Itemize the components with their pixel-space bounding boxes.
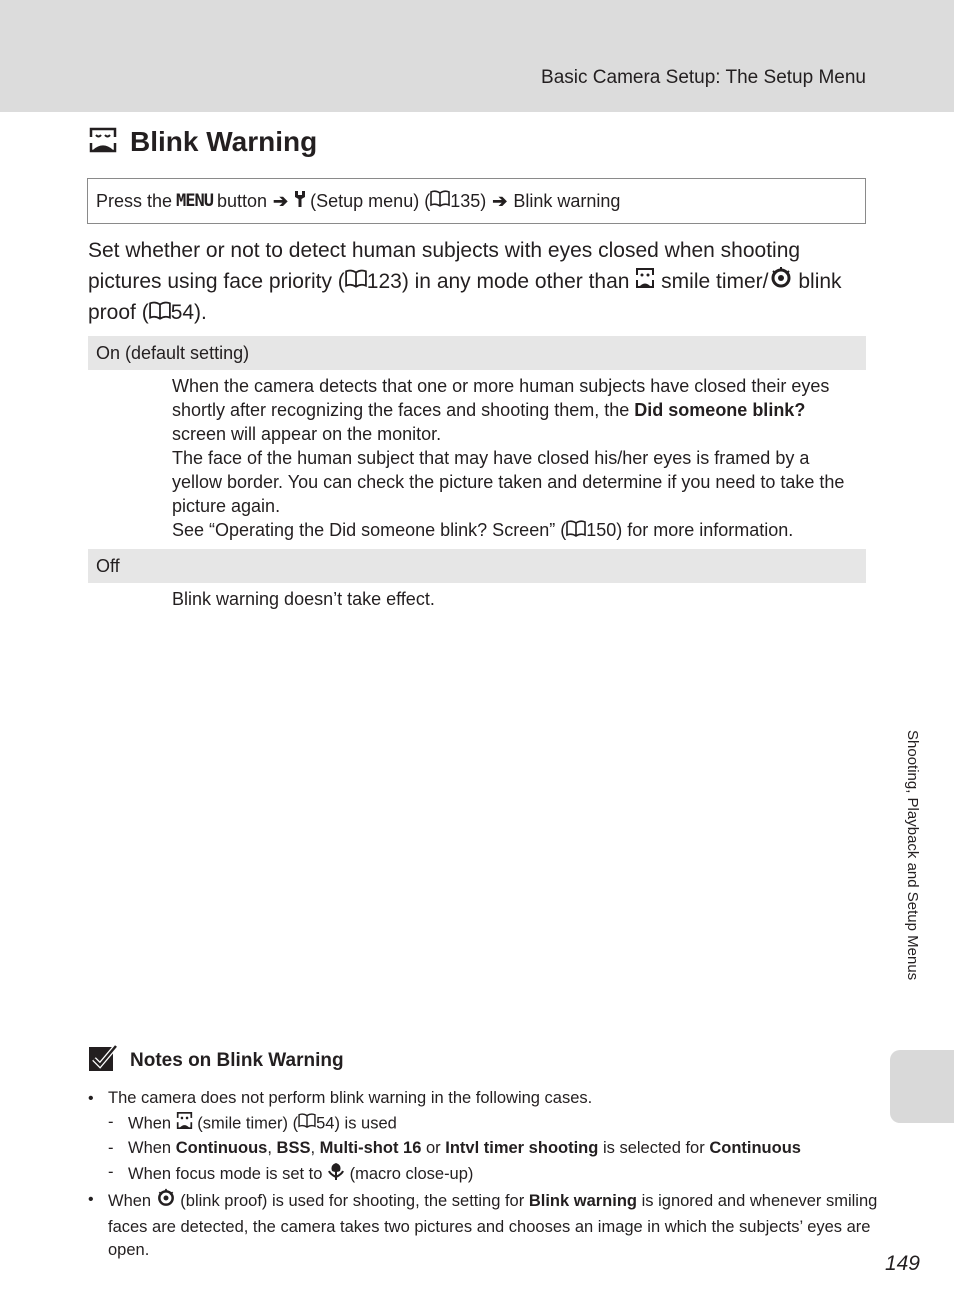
option-on-label: On (default setting) (96, 342, 250, 363)
smile-timer-icon (635, 267, 655, 298)
side-tab-label: Shooting, Playback and Setup Menus (904, 730, 921, 981)
macro-flower-icon (327, 1161, 345, 1189)
note-s3-b: (macro close-up) (349, 1164, 474, 1183)
nav-press-text: Press the (96, 190, 173, 211)
option-off-header (88, 549, 866, 583)
note-s2-cont2: Continuous (709, 1139, 801, 1157)
blink-warning-icon (88, 125, 118, 160)
note-s1-a: When (128, 1114, 172, 1133)
book-ref-icon (430, 190, 450, 212)
smile-timer-icon-note (176, 1111, 193, 1138)
page-title (88, 122, 317, 162)
option-on-description (172, 374, 862, 543)
book-ref-icon-intro1 (345, 267, 367, 297)
nav-button-text: button (217, 190, 268, 211)
notes-list (88, 1087, 878, 1263)
intro-ref2: 54). (170, 301, 207, 324)
note-s1-c: 54) is used (316, 1114, 397, 1133)
note-b2-c: is ignored and whenever smiling faces are detected, the camera takes two pictures and chooses an image in which the subjects’ eyes are open. (108, 1192, 878, 1259)
note-s2-or: or (425, 1139, 441, 1157)
arrow-right-icon: ➔ (273, 190, 289, 211)
option-on-header (88, 336, 866, 370)
header-band (0, 0, 954, 112)
page-title-text: Blink Warning (130, 126, 318, 157)
note-s3-a: When focus mode is set to (128, 1164, 323, 1183)
note-s2-bss: BSS (276, 1139, 311, 1157)
list-subitem (88, 1161, 878, 1189)
note-s2-sel: is selected for (602, 1139, 705, 1157)
list-item (88, 1087, 878, 1111)
intro-part1: Set whether or not to detect human subjects with eyes closed when shooting pictures using face priority ( (88, 239, 801, 293)
note-s2-a: When (128, 1139, 172, 1157)
note-s1-b: (smile timer) ( (197, 1114, 299, 1133)
note-s2-continuous: Continuous (175, 1139, 268, 1157)
intro-paragraph (88, 236, 868, 328)
notes-heading (88, 1044, 344, 1077)
on-p3-b: 150) for more information. (586, 520, 794, 540)
on-p1-b: screen will appear on the monitor. (172, 424, 442, 444)
side-tab (890, 1050, 954, 1123)
header-title: Basic Camera Setup: The Setup Menu (541, 67, 866, 88)
note-s2-multi: Multi-shot 16 (319, 1139, 422, 1157)
intro-smile-text: smile timer/ (661, 269, 769, 293)
page-number: 149 (884, 1252, 920, 1275)
book-ref-icon-intro2 (149, 299, 171, 329)
checkmark-icon (88, 1044, 118, 1077)
arrow-right-icon-2: ➔ (492, 190, 508, 211)
note-b1: The camera does not perform blink warning in the following cases. (108, 1089, 593, 1107)
intro-blink-text: blink proof ( (88, 269, 842, 324)
book-ref-icon-note (298, 1112, 316, 1136)
wrench-icon (294, 190, 306, 213)
on-p1-bold: Did someone blink? (634, 400, 806, 420)
list-subitem (88, 1111, 878, 1138)
on-p2: The face of the human subject that may have closed his/her eyes is framed by a yellow border. You can check the picture taken and determine if you need to take the picture again. (172, 448, 845, 516)
note-b2-b: (blink proof) is used for shooting, the setting for (180, 1192, 525, 1211)
list-item (88, 1188, 878, 1263)
notes-title: Notes on Blink Warning (130, 1049, 344, 1071)
note-b2-a: When (108, 1192, 152, 1211)
note-b2-bold: Blink warning (528, 1192, 638, 1211)
menu-button-glyph: MENU (176, 191, 213, 211)
menu-path-box (87, 178, 866, 224)
note-s2-intvl: Intvl timer shooting (445, 1139, 599, 1157)
on-p1-a: When the camera detects that one or more human subjects have closed their eyes shortly after recognizing the faces and shooting them, the (172, 376, 830, 420)
off-text: Blink warning doesn’t take effect. (172, 589, 435, 609)
intro-ref1: 123) in any mode other than (366, 269, 630, 293)
on-p3-a: See “Operating the Did someone blink? Screen” ( (172, 520, 567, 540)
blink-proof-icon-note (156, 1188, 176, 1216)
option-off-label: Off (96, 555, 120, 576)
blink-proof-icon (769, 266, 793, 299)
nav-ref-text: 135) (450, 190, 487, 211)
nav-setup-menu-text: (Setup menu) ( (310, 190, 431, 211)
nav-destination-text: Blink warning (513, 190, 621, 211)
book-ref-icon-on (566, 519, 586, 543)
list-subitem: - When Continuous, BSS, Multi-shot 16 or Intvl timer shooting is selected for Continuous (88, 1137, 878, 1161)
option-off-description (172, 587, 862, 611)
